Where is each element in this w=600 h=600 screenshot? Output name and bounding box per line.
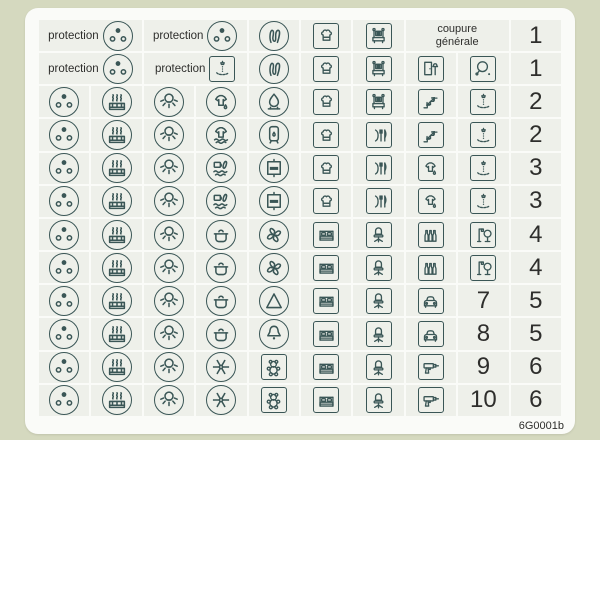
heating-coil-icon-cell bbox=[249, 53, 299, 84]
circuit-number: 5 bbox=[529, 286, 543, 314]
desk-chair-icon bbox=[366, 321, 392, 347]
radiator-icon bbox=[102, 186, 132, 216]
socket-icon bbox=[49, 352, 79, 382]
gas-flame-icon bbox=[259, 87, 289, 117]
lamp-icon-cell bbox=[144, 219, 194, 250]
sticker-row bbox=[39, 119, 561, 150]
circuit-number: 1 bbox=[529, 54, 543, 82]
coupure-generale-label: coupure générale bbox=[435, 22, 479, 48]
circuit-number-cell bbox=[511, 186, 561, 217]
socket-icon-cell bbox=[39, 186, 89, 217]
lamp-icon-cell bbox=[144, 352, 194, 383]
drill-icon-cell bbox=[406, 385, 456, 416]
bed-icon bbox=[313, 354, 339, 380]
oven-icon-cell bbox=[249, 153, 299, 184]
chef-hat-icon-cell bbox=[301, 53, 351, 84]
protection-cell bbox=[144, 20, 247, 51]
desk-chair-icon-cell bbox=[353, 318, 403, 349]
drill-icon bbox=[418, 354, 444, 380]
stairs-icon bbox=[418, 122, 444, 148]
radiator-icon bbox=[102, 319, 132, 349]
circuit-number-cell bbox=[511, 219, 561, 250]
car-icon-cell bbox=[406, 285, 456, 316]
cutlery-icon-cell bbox=[353, 186, 403, 217]
dishwasher-icon bbox=[206, 186, 236, 216]
circuit-number-cell bbox=[511, 153, 561, 184]
protection-label: protection bbox=[48, 62, 99, 75]
socket-icon bbox=[49, 220, 79, 250]
circuit-number-cell bbox=[458, 385, 508, 416]
circuit-number: 9 bbox=[476, 353, 491, 381]
radiator-icon-cell bbox=[91, 186, 141, 217]
drill-icon bbox=[418, 387, 444, 413]
bed-icon-cell bbox=[301, 352, 351, 383]
desk-chair-icon-cell bbox=[353, 219, 403, 250]
car-icon bbox=[418, 321, 444, 347]
heating-coil-icon-cell bbox=[249, 20, 299, 51]
chef-hat-icon bbox=[313, 155, 339, 181]
chef-hat-icon-cell bbox=[301, 186, 351, 217]
socket-icon bbox=[103, 21, 133, 51]
desk-chair-icon-cell bbox=[353, 385, 403, 416]
circuit-number: 1 bbox=[529, 21, 543, 49]
teddy-bear-icon bbox=[261, 387, 287, 413]
socket-icon bbox=[49, 186, 79, 216]
coupure-generale-cell bbox=[406, 20, 509, 51]
sticker-row bbox=[39, 318, 561, 349]
radiator-icon-cell bbox=[91, 252, 141, 283]
fan-icon-cell bbox=[249, 252, 299, 283]
laundry-waves-icon bbox=[206, 120, 236, 150]
bed-icon-cell bbox=[301, 318, 351, 349]
snowflake-icon bbox=[206, 352, 236, 382]
teddy-bear-icon-cell bbox=[249, 385, 299, 416]
garden-icon-cell bbox=[458, 219, 508, 250]
armchair-icon-cell bbox=[353, 20, 403, 51]
socket-icon bbox=[49, 120, 79, 150]
circuit-number: 5 bbox=[529, 320, 543, 348]
mirror-icon-cell bbox=[458, 53, 508, 84]
circuit-number-cell bbox=[511, 20, 561, 51]
circuit-number: 2 bbox=[529, 121, 543, 149]
car-icon-cell bbox=[406, 318, 456, 349]
lamp-icon bbox=[154, 120, 184, 150]
bed-icon-cell bbox=[301, 385, 351, 416]
pot-icon bbox=[206, 319, 236, 349]
armchair-icon bbox=[366, 23, 392, 49]
fan-icon-cell bbox=[249, 219, 299, 250]
snowflake-icon-cell bbox=[196, 385, 246, 416]
teddy-bear-icon-cell bbox=[249, 352, 299, 383]
sticker-row bbox=[39, 285, 561, 316]
desk-chair-icon-cell bbox=[353, 352, 403, 383]
circuit-number-cell bbox=[458, 352, 508, 383]
drill-icon-cell bbox=[406, 352, 456, 383]
socket-icon-cell bbox=[39, 153, 89, 184]
protection-cell bbox=[39, 53, 142, 84]
socket-icon bbox=[49, 253, 79, 283]
cutlery-icon bbox=[366, 155, 392, 181]
armchair-icon bbox=[366, 89, 392, 115]
lamp-icon bbox=[154, 153, 184, 183]
bell-icon bbox=[259, 319, 289, 349]
bed-icon bbox=[313, 387, 339, 413]
desk-chair-icon-cell bbox=[353, 252, 403, 283]
sheet-code: 6G0001b bbox=[518, 420, 564, 432]
lamp-icon-cell bbox=[144, 252, 194, 283]
socket-icon bbox=[103, 54, 133, 84]
bed-icon-cell bbox=[301, 285, 351, 316]
washing-shirt-icon-cell bbox=[406, 153, 456, 184]
pot-icon-cell bbox=[196, 285, 246, 316]
car-icon bbox=[418, 288, 444, 314]
circuit-number: 6 bbox=[529, 353, 543, 381]
chef-hat-icon-cell bbox=[301, 86, 351, 117]
triangle-icon-cell bbox=[249, 285, 299, 316]
bottles-icon-cell bbox=[406, 252, 456, 283]
chef-hat-icon bbox=[313, 122, 339, 148]
lamp-icon-cell bbox=[144, 285, 194, 316]
chef-hat-icon-cell bbox=[301, 20, 351, 51]
sticker-row bbox=[39, 219, 561, 250]
garden-icon-cell bbox=[458, 252, 508, 283]
bed-icon-cell bbox=[301, 252, 351, 283]
lamp-icon-cell bbox=[144, 318, 194, 349]
protection-label: protection bbox=[48, 29, 99, 42]
radiator-icon bbox=[102, 385, 132, 415]
desk-chair-icon bbox=[366, 222, 392, 248]
stairs-icon-cell bbox=[406, 86, 456, 117]
radiator-icon-cell bbox=[91, 86, 141, 117]
socket-icon-cell bbox=[39, 352, 89, 383]
armchair-icon bbox=[366, 56, 392, 82]
lamp-icon bbox=[154, 220, 184, 250]
socket-icon bbox=[49, 286, 79, 316]
socket-icon-cell bbox=[39, 252, 89, 283]
water-heater-icon bbox=[259, 120, 289, 150]
washing-shirt-icon-cell bbox=[406, 186, 456, 217]
desk-chair-icon bbox=[366, 288, 392, 314]
shower-icon-cell bbox=[458, 119, 508, 150]
circuit-number: 3 bbox=[529, 187, 543, 215]
shower-icon-cell bbox=[458, 86, 508, 117]
sticker-grid bbox=[39, 20, 561, 416]
circuit-number-cell bbox=[511, 252, 561, 283]
lamp-icon bbox=[154, 253, 184, 283]
shower-icon bbox=[470, 89, 496, 115]
teddy-bear-icon bbox=[261, 354, 287, 380]
circuit-number-cell bbox=[511, 385, 561, 416]
circuit-number-cell bbox=[458, 318, 508, 349]
radiator-icon bbox=[102, 352, 132, 382]
radiator-icon bbox=[102, 220, 132, 250]
desk-chair-icon bbox=[366, 354, 392, 380]
lamp-icon bbox=[154, 186, 184, 216]
circuit-number-cell bbox=[511, 53, 561, 84]
mirror-icon bbox=[470, 56, 496, 82]
oven-icon bbox=[259, 186, 289, 216]
snowflake-icon-cell bbox=[196, 352, 246, 383]
chef-hat-icon bbox=[313, 188, 339, 214]
chef-hat-icon bbox=[313, 89, 339, 115]
socket-icon-cell bbox=[39, 318, 89, 349]
radiator-icon-cell bbox=[91, 219, 141, 250]
shower-icon bbox=[209, 56, 235, 82]
sticker-sheet bbox=[25, 8, 575, 434]
socket-icon-cell bbox=[39, 86, 89, 117]
oven-icon-cell bbox=[249, 186, 299, 217]
pot-icon bbox=[206, 286, 236, 316]
snowflake-icon bbox=[206, 385, 236, 415]
door-bell-icon-cell bbox=[406, 53, 456, 84]
triangle-icon bbox=[259, 286, 289, 316]
bed-icon bbox=[313, 222, 339, 248]
armchair-icon-cell bbox=[353, 53, 403, 84]
bottles-icon-cell bbox=[406, 219, 456, 250]
pot-icon-cell bbox=[196, 219, 246, 250]
radiator-icon-cell bbox=[91, 318, 141, 349]
circuit-number-cell bbox=[511, 119, 561, 150]
sticker-row bbox=[39, 153, 561, 184]
socket-icon-cell bbox=[39, 119, 89, 150]
radiator-icon-cell bbox=[91, 285, 141, 316]
radiator-icon bbox=[102, 120, 132, 150]
chef-hat-icon bbox=[313, 23, 339, 49]
washing-shirt-icon-cell bbox=[196, 86, 246, 117]
cutlery-icon bbox=[366, 122, 392, 148]
sticker-row bbox=[39, 252, 561, 283]
sticker-row bbox=[39, 385, 561, 416]
garden-icon bbox=[470, 255, 496, 281]
desk-chair-icon bbox=[366, 387, 392, 413]
socket-icon bbox=[49, 153, 79, 183]
radiator-icon bbox=[102, 286, 132, 316]
sticker-row bbox=[39, 86, 561, 117]
circuit-number-cell bbox=[511, 318, 561, 349]
radiator-icon-cell bbox=[91, 352, 141, 383]
cutlery-icon-cell bbox=[353, 119, 403, 150]
pot-icon bbox=[206, 220, 236, 250]
shower-icon bbox=[470, 155, 496, 181]
lamp-icon-cell bbox=[144, 385, 194, 416]
dishwasher-icon-cell bbox=[196, 186, 246, 217]
protection-label: protection bbox=[154, 62, 206, 75]
bed-icon bbox=[313, 321, 339, 347]
circuit-number: 4 bbox=[529, 253, 543, 281]
protection-label: protection bbox=[152, 29, 204, 42]
chef-hat-icon bbox=[313, 56, 339, 82]
gas-flame-icon-cell bbox=[249, 86, 299, 117]
circuit-number: 6 bbox=[529, 386, 543, 414]
lamp-icon-cell bbox=[144, 153, 194, 184]
socket-icon-cell bbox=[39, 285, 89, 316]
lamp-icon-cell bbox=[144, 119, 194, 150]
lamp-icon bbox=[154, 385, 184, 415]
circuit-number: 3 bbox=[529, 154, 543, 182]
pot-icon-cell bbox=[196, 318, 246, 349]
shower-icon bbox=[470, 122, 496, 148]
protection-cell bbox=[39, 20, 142, 51]
circuit-number-cell bbox=[511, 285, 561, 316]
lamp-icon-cell bbox=[144, 186, 194, 217]
lamp-icon bbox=[154, 352, 184, 382]
circuit-number: 8 bbox=[476, 320, 491, 348]
radiator-icon bbox=[102, 87, 132, 117]
desk-chair-icon-cell bbox=[353, 285, 403, 316]
circuit-number: 2 bbox=[529, 87, 543, 115]
bottles-icon bbox=[418, 255, 444, 281]
circuit-number-cell bbox=[511, 352, 561, 383]
oven-icon bbox=[259, 153, 289, 183]
radiator-icon bbox=[102, 253, 132, 283]
heating-coil-icon bbox=[259, 21, 289, 51]
bell-icon-cell bbox=[249, 318, 299, 349]
socket-icon bbox=[207, 21, 237, 51]
lamp-icon-cell bbox=[144, 86, 194, 117]
dishwasher-icon-cell bbox=[196, 153, 246, 184]
washing-shirt-icon bbox=[418, 155, 444, 181]
cutlery-icon-cell bbox=[353, 153, 403, 184]
socket-icon-cell bbox=[39, 219, 89, 250]
dishwasher-icon bbox=[206, 153, 236, 183]
cutlery-icon bbox=[366, 188, 392, 214]
shower-icon-cell bbox=[458, 153, 508, 184]
door-bell-icon bbox=[418, 56, 444, 82]
sticker-row bbox=[39, 352, 561, 383]
stairs-icon-cell bbox=[406, 119, 456, 150]
circuit-number-cell bbox=[511, 86, 561, 117]
stairs-icon bbox=[418, 89, 444, 115]
chef-hat-icon-cell bbox=[301, 153, 351, 184]
washing-shirt-icon bbox=[418, 188, 444, 214]
pot-icon-cell bbox=[196, 252, 246, 283]
circuit-number: 10 bbox=[470, 386, 497, 414]
bottles-icon bbox=[418, 222, 444, 248]
garden-icon bbox=[470, 222, 496, 248]
heating-coil-icon bbox=[259, 54, 289, 84]
radiator-icon-cell bbox=[91, 153, 141, 184]
shower-icon bbox=[470, 188, 496, 214]
socket-icon bbox=[49, 319, 79, 349]
water-heater-icon-cell bbox=[249, 119, 299, 150]
fan-icon bbox=[259, 253, 289, 283]
laundry-waves-icon-cell bbox=[196, 119, 246, 150]
pot-icon bbox=[206, 253, 236, 283]
bed-icon-cell bbox=[301, 219, 351, 250]
washing-shirt-icon bbox=[206, 87, 236, 117]
sticker-row bbox=[39, 20, 561, 51]
socket-icon bbox=[49, 87, 79, 117]
circuit-number: 7 bbox=[476, 286, 491, 314]
lamp-icon bbox=[154, 319, 184, 349]
radiator-icon-cell bbox=[91, 385, 141, 416]
armchair-icon-cell bbox=[353, 86, 403, 117]
circuit-number-cell bbox=[458, 285, 508, 316]
protection-cell bbox=[144, 53, 247, 84]
bed-icon bbox=[313, 288, 339, 314]
socket-icon bbox=[49, 385, 79, 415]
lamp-icon bbox=[154, 87, 184, 117]
desk-chair-icon bbox=[366, 255, 392, 281]
circuit-number: 4 bbox=[529, 220, 543, 248]
chef-hat-icon-cell bbox=[301, 119, 351, 150]
lamp-icon bbox=[154, 286, 184, 316]
socket-icon-cell bbox=[39, 385, 89, 416]
sticker-row bbox=[39, 53, 561, 84]
radiator-icon-cell bbox=[91, 119, 141, 150]
fan-icon bbox=[259, 220, 289, 250]
shower-icon-cell bbox=[458, 186, 508, 217]
sticker-row bbox=[39, 186, 561, 217]
radiator-icon bbox=[102, 153, 132, 183]
bed-icon bbox=[313, 255, 339, 281]
